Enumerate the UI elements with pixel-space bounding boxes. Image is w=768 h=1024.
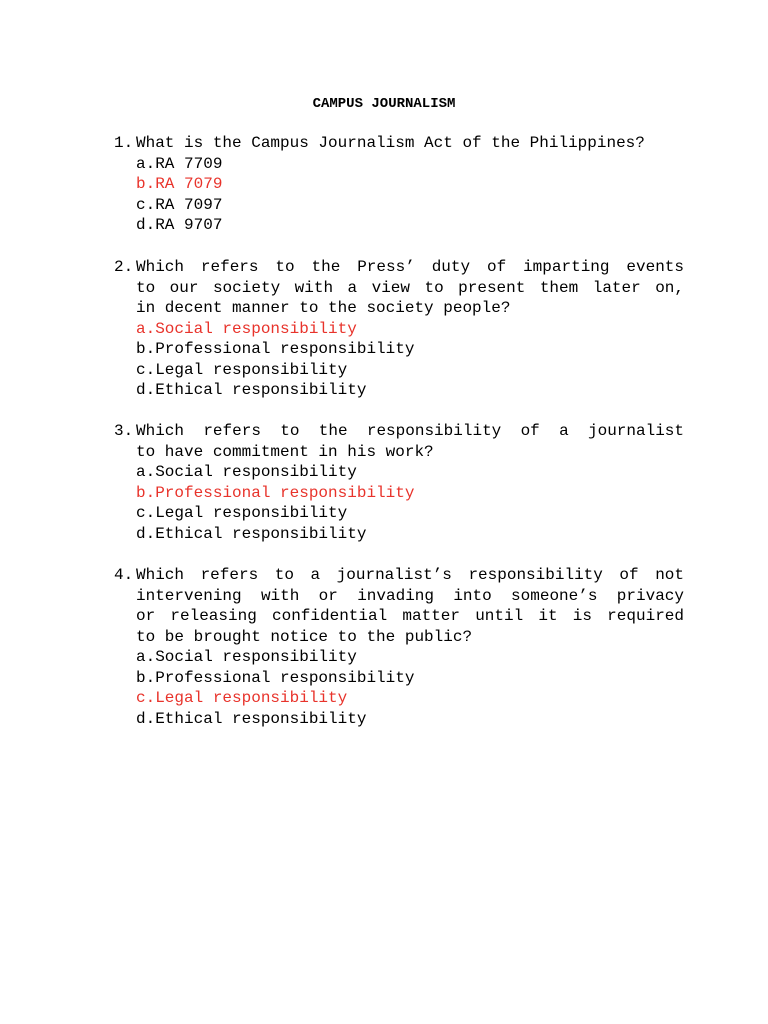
question-line: Which refers to the Press’ duty of imparting events: [136, 258, 684, 276]
question-number: 1.: [114, 134, 134, 152]
choice-a: a.Social responsibility: [136, 319, 357, 338]
choice-c: c.Legal responsibility: [136, 360, 348, 379]
choice-list: [136, 319, 684, 401]
question-number: 3.: [114, 422, 134, 440]
choice-d: d.RA 9707: [136, 216, 223, 234]
question-text: [136, 133, 684, 154]
choice-list: [136, 154, 684, 236]
choice-b: b.RA 7079: [136, 175, 223, 193]
question-line: What is the Campus Journalism Act of the Philippines?: [136, 134, 645, 152]
choice-b: b.Professional responsibility: [136, 668, 415, 687]
choice-list: [136, 462, 684, 544]
question-2: [114, 257, 684, 401]
choice-a: a.RA 7709: [136, 154, 223, 173]
choice-a: a.Social responsibility: [136, 648, 357, 666]
choice-d: d.Ethical responsibility: [136, 709, 367, 728]
question-line: in decent manner to the society people?: [136, 299, 511, 317]
question-3: [114, 421, 684, 544]
question-number: 4.: [114, 566, 134, 584]
choice-b: b.Professional responsibility: [136, 340, 415, 358]
question-text: [136, 257, 684, 319]
choice-c: c.Legal responsibility: [136, 689, 348, 707]
choice-b: b.Professional responsibility: [136, 483, 415, 502]
choice-d: d.Ethical responsibility: [136, 381, 367, 399]
choice-a: a.Social responsibility: [136, 463, 357, 481]
question-1: [114, 133, 684, 236]
choice-d: d.Ethical responsibility: [136, 524, 367, 543]
choice-list: [136, 647, 684, 729]
question-line: to be brought notice to the public?: [136, 627, 473, 646]
question-number: 2.: [114, 258, 134, 276]
choice-c: c.Legal responsibility: [136, 504, 348, 522]
question-text: [136, 421, 684, 462]
question-4: [114, 565, 684, 729]
question-line: Which refers to the responsibility of a journalist: [136, 422, 684, 440]
question-line: Which refers to a journalist’s responsibility of not: [136, 566, 684, 584]
choice-c: c.RA 7097: [136, 195, 223, 214]
question-text: [136, 565, 684, 647]
question-line: or releasing confidential matter until it is required: [136, 607, 684, 625]
question-line: to our society with a view to present them later on,: [136, 278, 684, 297]
question-line: to have commitment in his work?: [136, 442, 434, 461]
question-line: intervening with or invading into someone’s privacy: [136, 586, 684, 605]
page-title: CAMPUS JOURNALISM: [312, 96, 456, 112]
